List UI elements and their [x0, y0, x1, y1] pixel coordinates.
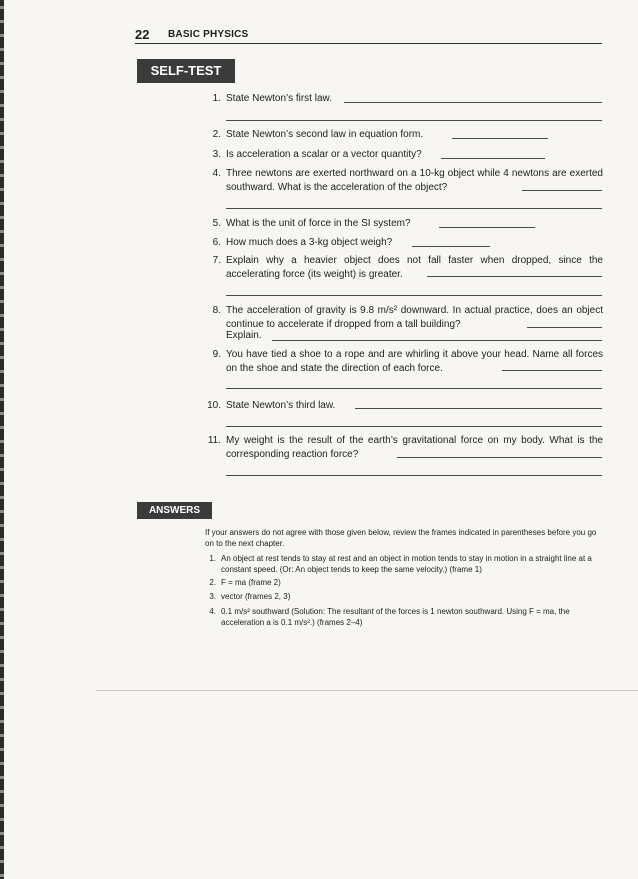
- answer-line[interactable]: [441, 158, 545, 159]
- question-text: State Newton’s second law in equation form.: [226, 129, 424, 140]
- answer-line[interactable]: [452, 138, 548, 139]
- answer-line[interactable]: [412, 246, 490, 247]
- question-number: 7.: [212, 255, 221, 266]
- answer-line[interactable]: [522, 190, 602, 191]
- question-text: You have tied a shoe to a rope and are whirling it above your head. Name all forces on the shoe and state the direction of each force.: [226, 349, 603, 374]
- question-text: Three newtons are exerted northward on a 10-kg object while 4 newtons are exerted southward. What is the acceleration of the object?: [226, 168, 603, 193]
- answer-line[interactable]: [502, 370, 602, 371]
- answer-line[interactable]: [226, 475, 602, 476]
- question-text: How much does a 3-kg object weigh?: [226, 237, 393, 248]
- question-number: 10.: [207, 400, 221, 411]
- question-number: 4.: [212, 168, 221, 179]
- answers-heading: ANSWERS: [137, 502, 212, 519]
- running-head: BASIC PHYSICS: [168, 29, 249, 40]
- answer-line[interactable]: [439, 227, 535, 228]
- question-extra-text: Explain.: [226, 330, 262, 341]
- question-number: 5.: [212, 218, 221, 229]
- question-number: 1.: [212, 93, 221, 104]
- answer-line[interactable]: [226, 295, 602, 296]
- answer-number: 2.: [209, 578, 216, 587]
- answer-line[interactable]: [226, 120, 602, 121]
- question-text: What is the unit of force in the SI system?: [226, 218, 411, 229]
- answer-line[interactable]: [272, 340, 602, 341]
- question-text: The acceleration of gravity is 9.8 m/s² downward. In actual practice, does an object continue to accelerate if dropped from a tall building?: [226, 305, 603, 330]
- page-header: [135, 27, 602, 44]
- question-number: 3.: [212, 149, 221, 160]
- question-text: Explain why a heavier object does not fall faster when dropped, since the accelerating force (its weight) is greater.: [226, 255, 603, 280]
- page-number: 22: [135, 27, 150, 42]
- question-text: Is acceleration a scalar or a vector quantity?: [226, 149, 422, 160]
- question-number: 2.: [212, 129, 221, 140]
- answer-line[interactable]: [397, 457, 602, 458]
- question-text: State Newton’s third law.: [226, 400, 336, 411]
- question-number: 8.: [212, 305, 221, 316]
- answer-line[interactable]: [355, 408, 602, 409]
- question-number: 9.: [212, 349, 221, 360]
- answer-text: 0.1 m/s² southward (Solution: The resultant of the forces is 1 newton southward. Using F = ma, the acceleration a is 0.1 m/s².) (frames 2–4): [221, 607, 570, 627]
- answer-line[interactable]: [427, 276, 602, 277]
- answer-line[interactable]: [226, 208, 602, 209]
- question-text: State Newton’s first law.: [226, 93, 332, 104]
- question-number: 6.: [212, 237, 221, 248]
- question-text: My weight is the result of the earth’s gravitational force on my body. What is the corresponding reaction force?: [226, 435, 603, 460]
- page-bottom-rule: [96, 690, 638, 691]
- answers-intro: If your answers do not agree with those given below, review the frames indicated in parentheses before you go on to the next chapter.: [205, 528, 597, 548]
- page-binding-edge: [0, 0, 4, 879]
- answer-text: vector (frames 2, 3): [221, 592, 291, 601]
- answer-text: An object at rest tends to stay at rest and an object in motion tends to stay in motion in a straight line at a constant speed. (Or: An object tends to keep the same velocity.) (frame 1): [221, 554, 592, 574]
- question-number: 11.: [207, 435, 221, 446]
- answer-number: 4.: [209, 607, 216, 616]
- answer-line[interactable]: [226, 426, 602, 427]
- answer-line[interactable]: [344, 102, 602, 103]
- answer-line[interactable]: [527, 327, 602, 328]
- answer-number: 1.: [209, 554, 216, 563]
- self-test-heading: SELF-TEST: [137, 59, 235, 83]
- answer-text: F = ma (frame 2): [221, 578, 281, 587]
- answer-line[interactable]: [226, 388, 602, 389]
- answer-number: 3.: [209, 592, 216, 601]
